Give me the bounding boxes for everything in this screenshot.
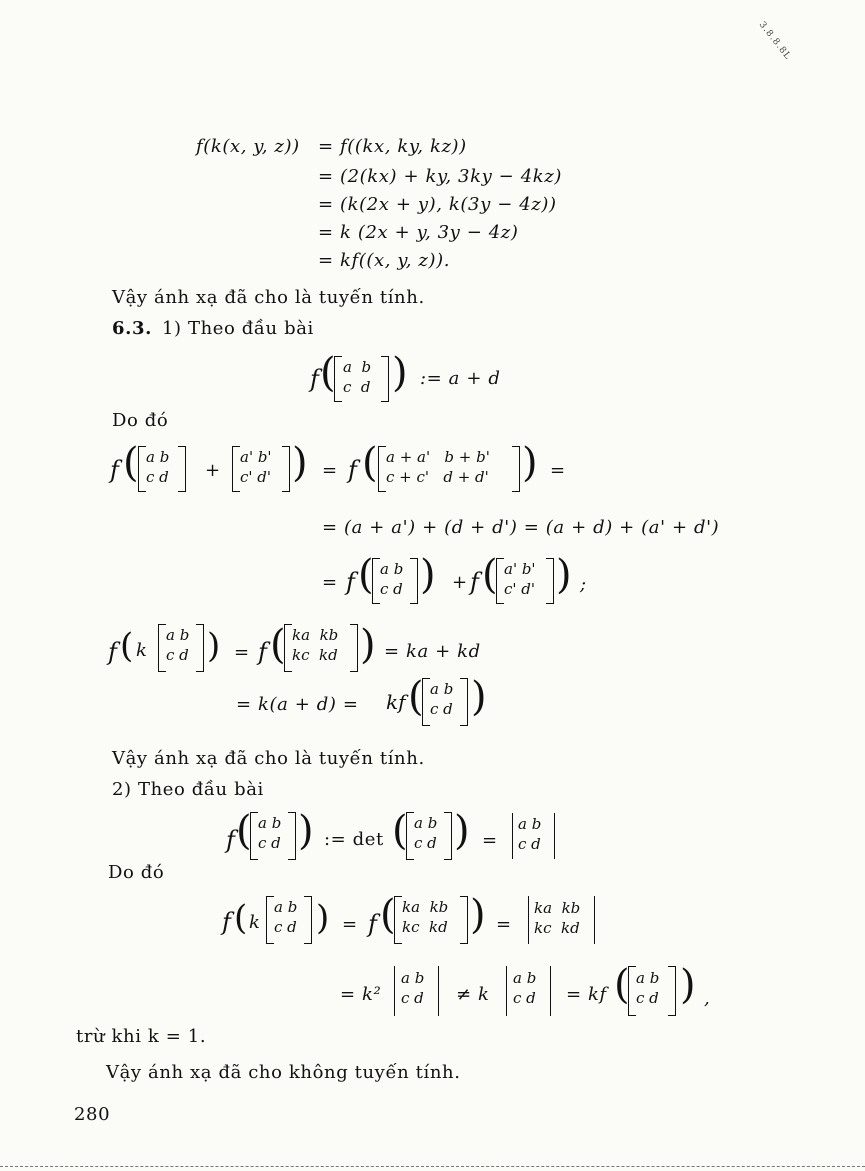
line-1: = f((kx, ky, kz)) [318,136,467,157]
scalar-result: = ka + kd [384,641,481,662]
bracket-left [250,812,258,860]
bracket-right [350,624,358,672]
bracket-left [378,446,386,492]
bracket-left [158,624,166,672]
det-bar-right [438,966,439,1016]
det-bar-right [554,813,555,859]
bracket-right [381,356,389,402]
det-bar-left [512,813,513,859]
bracket-left [372,558,380,604]
page-number: 280 [74,1104,111,1125]
f-symbol: f [470,568,479,596]
paren-right: ) [207,626,221,666]
matrix-abcd: a b c d [636,969,660,1007]
paren-left: ( [270,622,286,668]
paren-right: ) [392,350,408,396]
determinant-abcd: a b c d [518,815,542,853]
equals-sign: = [550,460,566,481]
line-4: = k (2x + y, 3y − 4z) [318,222,519,243]
bracket-right [444,812,452,860]
det-bar-left [528,896,529,944]
bracket-right [304,896,312,944]
f-symbol: f [368,910,377,938]
comma: , [704,988,710,1009]
kf-symbol: kf [386,690,406,714]
bracket-right [178,446,186,492]
line-lhs: f(k(x, y, z)) [196,136,300,157]
paren-left: ( [482,552,498,598]
paren-left: ( [358,552,374,598]
f-symbol: f [108,638,117,666]
determinant-abcd: a b c d [401,969,425,1007]
paren-left: ( [234,898,248,938]
conclusion-linear-2: Vậy ánh xạ đã cho là tuyến tính. [112,748,425,769]
section-number: 6.3. [112,318,152,339]
determinant-abcd: a b c d [513,969,537,1007]
bracket-left [266,896,274,944]
paren-right: ) [522,440,538,486]
matrix-abcd: a b c d [380,560,404,598]
paren-right: ) [420,552,436,598]
matrix-k: ka kb kc kd [402,898,449,936]
sum-expansion: = (a + a') + (d + d') = (a + d) + (a' + d') [322,517,720,538]
semicolon: ; [580,574,587,595]
matrix-abcd: a b c d [343,358,372,396]
paren-right: ) [454,808,470,854]
paren-left: ( [380,892,396,938]
conclusion-linear: Vậy ánh xạ đã cho là tuyến tính. [112,287,425,308]
do-do-1: Do đó [112,410,169,431]
f-symbol: f [310,365,319,393]
scalar-result-2: = k(a + d) = [236,694,359,715]
paren-right: ) [470,892,486,938]
k-scalar: k [136,640,147,661]
det-bar-right [550,966,551,1016]
paren-right: ) [680,962,696,1008]
bracket-left [628,966,636,1016]
paren-right: ) [298,808,314,854]
plus-sign: + [205,460,221,481]
f-symbol: f [110,456,119,484]
paren-right: ) [471,674,487,720]
bracket-left [334,356,342,402]
bracket-right [512,446,520,492]
bracket-right [288,812,296,860]
paren-left: ( [362,440,378,486]
item-2-intro: 2) Theo đầu bài [112,779,264,800]
paren-left: ( [120,626,134,666]
det-bar-right [594,896,595,944]
bracket-left [422,678,430,726]
matrix-abcd: a b c d [146,448,170,486]
det-definition: := det [324,829,384,850]
matrix-abcd: a b c d [258,814,282,852]
bracket-right [410,558,418,604]
item-1-intro: 1) Theo đầu bài [162,318,314,339]
matrix-abcd: a b c d [274,898,298,936]
bracket-left [232,446,240,492]
f-symbol: f [348,456,357,484]
matrix-sum: a + a' b + b' c + c' d + d' [386,448,490,486]
equals-sign: = [496,914,512,935]
k-scalar: k [249,912,260,933]
bracket-left [406,812,414,860]
matrix-abcd: a b c d [166,626,190,664]
paren-right: ) [360,622,376,668]
matrix-prime: a' b' c' d' [504,560,536,598]
equals-sign: = [322,460,338,481]
equals-kf: = kf [566,984,607,1005]
equals-sign: = [234,642,250,663]
not-equal-k: ≠ k [456,984,490,1005]
line-5: = kf((x, y, z)). [318,250,451,271]
paren-left: ( [123,440,139,486]
conclusion-nonlinear: Vậy ánh xạ đã cho không tuyến tính. [106,1062,461,1083]
paren-right: ) [556,552,572,598]
bracket-left [284,624,292,672]
paren-left: ( [408,674,424,720]
bracket-left [394,896,402,944]
equals-sign: = [482,830,498,851]
paren-left: ( [614,962,630,1008]
bracket-right [460,678,468,726]
matrix-prime: a' b' c' d' [240,448,272,486]
paren-left: ( [236,808,252,854]
f-symbol: f [222,908,231,936]
bracket-right [282,446,290,492]
bracket-right [668,966,676,1016]
bracket-right [196,624,204,672]
except-when: trừ khi k = 1. [76,1026,207,1047]
f-symbol: f [346,568,355,596]
bracket-right [546,558,554,604]
det-bar-left [394,966,395,1016]
definition-rhs: := a + d [420,368,501,389]
paren-left: ( [392,808,408,854]
line-2: = (2(kx) + ky, 3ky − 4kz) [318,166,562,187]
f-symbol: f [258,638,267,666]
equals-sign: = [322,572,338,593]
do-do-2: Do đó [108,862,165,883]
k-squared: = k² [340,984,382,1005]
line-3: = (k(2x + y), k(3y − 4z)) [318,194,557,215]
bracket-right [460,896,468,944]
bracket-left [496,558,504,604]
matrix-abcd: a b c d [414,814,438,852]
paren-right: ) [292,440,308,486]
corner-stamp: 3.8.8.8L [756,20,793,62]
bottom-rule [0,1166,865,1167]
plus-sign: + [452,572,468,593]
matrix-k: ka kb kc kd [292,626,339,664]
paren-left: ( [320,350,336,396]
det-bar-left [506,966,507,1016]
bracket-left [138,446,146,492]
matrix-abcd: a b c d [430,680,454,718]
equals-sign: = [342,914,358,935]
paren-right: ) [316,898,330,938]
determinant-k: ka kb kc kd [534,899,581,937]
f-symbol: f [226,826,235,854]
